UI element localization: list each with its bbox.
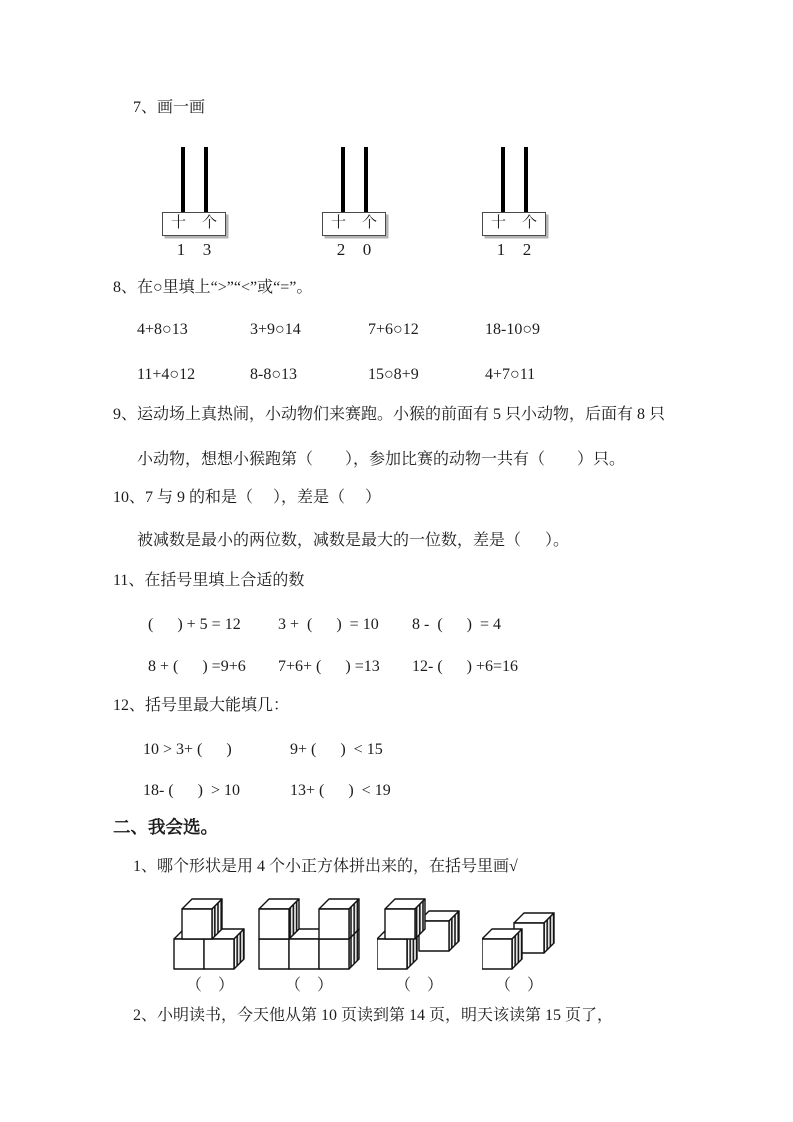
tens-label: 十: [490, 215, 506, 231]
q12-expression: 9+ ( ) < 15: [290, 741, 383, 758]
question-12-label: 12、括号里最大能填几：: [113, 697, 290, 714]
answer-bracket: （ ）: [185, 977, 234, 994]
q11-expression: 12- ( ) +6=16: [412, 658, 519, 675]
question-9-line-1: 9、运动场上真热闹，小动物们来赛跑。小猴的前面有 5 只小动物，后面有 8 只: [113, 406, 666, 423]
ones-digit: 2: [522, 240, 532, 259]
cube-figure-option-1: [172, 895, 248, 996]
place-value-diagram-row: [162, 147, 793, 260]
cube-figure-option-3: [377, 891, 461, 996]
ones-label: 个: [201, 215, 217, 231]
tens-digit: 2: [336, 240, 346, 259]
cube-figure-option-4: [482, 909, 556, 996]
tens-label: 十: [330, 215, 346, 231]
place-value-digits: [482, 240, 546, 260]
ones-rod-icon: [204, 147, 208, 215]
answer-bracket: （ ）: [284, 977, 333, 994]
answer-bracket: （ ）: [494, 977, 543, 994]
part2-question-2-line: 2、小明读书，今天他从第 10 页读到第 14 页，明天该读第 15 页了，: [133, 1007, 614, 1024]
q8-expression: 7+6○12: [368, 321, 419, 338]
q8-expression: 4+7○11: [485, 366, 536, 383]
rods: [322, 147, 386, 215]
part2-question-1-label: 1、哪个形状是用 4 个小正方体拼出来的，在括号里画√: [133, 858, 518, 875]
place-value-box: [482, 212, 546, 236]
question-10-line-1: 10、7 与 9 的和是（ ），差是（ ）: [113, 489, 382, 506]
question-10-line-2: 被减数是最小的两位数，减数是最大的一位数，差是（ ）。: [137, 532, 570, 549]
question-9-line-2: 小动物，想想小猴跑第（ ），参加比赛的动物一共有（ ）只。: [137, 451, 626, 468]
ones-label: 个: [521, 215, 537, 231]
q8-expression: 4+8○13: [137, 321, 188, 338]
tens-rod-icon: [341, 147, 345, 215]
q8-expression: 3+9○14: [250, 321, 301, 338]
q12-expression: 18- ( ) > 10: [143, 782, 241, 799]
tens-rod-icon: [181, 147, 185, 215]
q11-row-2: [148, 656, 793, 678]
ones-digit: 3: [202, 240, 212, 259]
place-value-digits: [162, 240, 226, 260]
q11-expression: 8 - ( ) = 4: [412, 616, 502, 633]
question-7-label: 7、画一画: [133, 99, 206, 116]
q8-expression: 15○8+9: [368, 366, 419, 383]
q11-expression: 3 + ( ) = 10: [278, 616, 379, 633]
q11-expression: ( ) + 5 = 12: [148, 616, 241, 633]
cube-shape-4-icon: [482, 909, 556, 971]
section-2-header: 二、我会选。: [113, 817, 218, 837]
q8-expression: 8-8○13: [250, 366, 297, 383]
q12-row-1: [143, 739, 793, 761]
place-value-diagram: [482, 147, 546, 260]
q12-row-2: [143, 780, 793, 802]
cube-figures-row: [172, 891, 793, 996]
cube-shape-1-icon: [172, 895, 248, 971]
q8-row-2: [137, 364, 793, 386]
place-value-diagram: [162, 147, 226, 260]
q12-expression: 13+ ( ) < 19: [290, 782, 391, 799]
cube-figure-option-2: [257, 895, 361, 996]
q11-expression: 7+6+ ( ) =13: [278, 658, 380, 675]
place-value-box: [322, 212, 386, 236]
ones-label: 个: [361, 215, 377, 231]
answer-bracket: （ ）: [394, 977, 443, 994]
rods: [162, 147, 226, 215]
place-value-box: [162, 212, 226, 236]
question-8-label: 8、在○里填上“>”“<”或“=”。: [113, 279, 313, 296]
cube-shape-2-icon: [257, 895, 361, 971]
place-value-diagram: [322, 147, 386, 260]
tens-digit: 1: [496, 240, 506, 259]
q8-row-1: [137, 319, 793, 341]
tens-label: 十: [170, 215, 186, 231]
q12-expression: 10 > 3+ ( ): [143, 741, 232, 758]
tens-rod-icon: [501, 147, 505, 215]
cube-shape-3-icon: [377, 891, 461, 971]
q8-expression: 11+4○12: [137, 366, 196, 383]
question-11-label: 11、在括号里填上合适的数: [113, 572, 305, 589]
rods: [482, 147, 546, 215]
q11-row-1: [148, 614, 793, 636]
place-value-digits: [322, 240, 386, 260]
q8-expression: 18-10○9: [485, 321, 540, 338]
ones-rod-icon: [364, 147, 368, 215]
q11-expression: 8 + ( ) =9+6: [148, 658, 246, 675]
ones-rod-icon: [524, 147, 528, 215]
ones-digit: 0: [362, 240, 372, 259]
tens-digit: 1: [176, 240, 186, 259]
